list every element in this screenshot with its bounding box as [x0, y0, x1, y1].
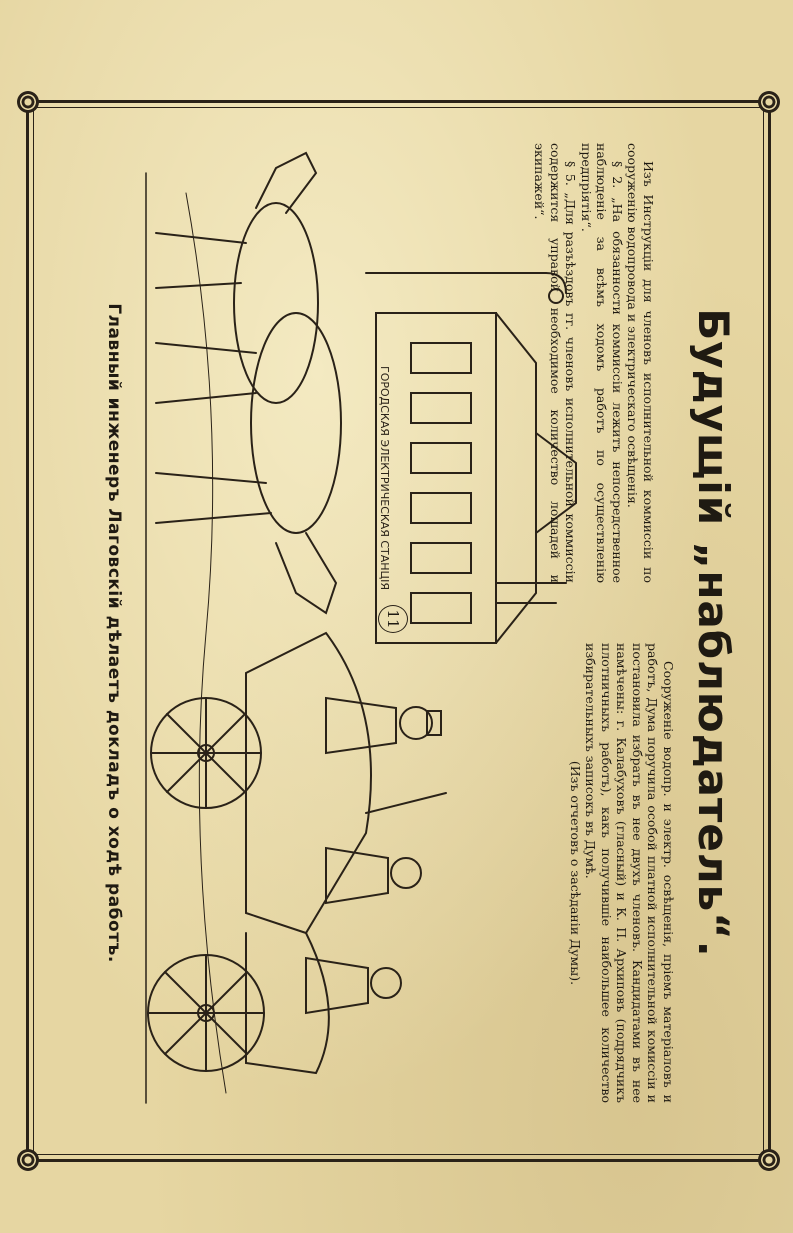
report-paragraph: Сооруженіе водопр. и электр. освѣщенія, пріемъ матеріаловъ и работъ, Дума поручила особой платной исполнительной комиссіи и постановила избрать въ нее двухъ членовъ. Кандидатами въ нее намѣчены: г. Калабуховъ (гласный) и К. П. Архиповъ (подрядчикъ плотничныхъ работъ), какъ получившіе наибольшее количество избирательныхъ записокъ въ Думѣ. — [583, 643, 676, 1103]
illustration-caption: Главный инженеръ Лаговскій дѣлаетъ докладъ о ходѣ работъ. — [104, 303, 124, 963]
station-sign: ГОРОДСКАЯ ЭЛЕКТРИЧЕСКАЯ СТАНЦІЯ — [378, 366, 391, 590]
rosette-ornament-icon — [17, 91, 39, 113]
rosette-ornament-icon — [758, 1149, 780, 1171]
page-number: 11 — [378, 605, 408, 633]
page-title: Будущій „наблюдатель“. — [689, 308, 738, 958]
instruction-paragraph: § 5. „Для разъѣздовъ гг. членовъ исполнительной коммиссіи содержится управой необходимое количество лошадей и экипажей“. — [532, 143, 579, 583]
instruction-paragraph: Изъ Инструкціи для членовъ исполнительной коммиссіи по сооруженію водопровода и электрическаго освѣщенія. — [625, 143, 656, 583]
duma-report-quote — [568, 643, 677, 1103]
instruction-paragraph: § 2. „На обязанности коммиссіи лежитъ непосредственное наблюденіе за всѣмъ ходомъ работъ по осуществленію предпріятія“. — [579, 143, 625, 583]
report-source: (Изъ отчетовъ о засѣданіи Думы). — [568, 760, 583, 986]
instruction-quote — [532, 143, 656, 583]
rosette-ornament-icon — [17, 1149, 39, 1171]
rosette-ornament-icon — [758, 91, 780, 113]
rotated-content — [46, 113, 746, 1153]
